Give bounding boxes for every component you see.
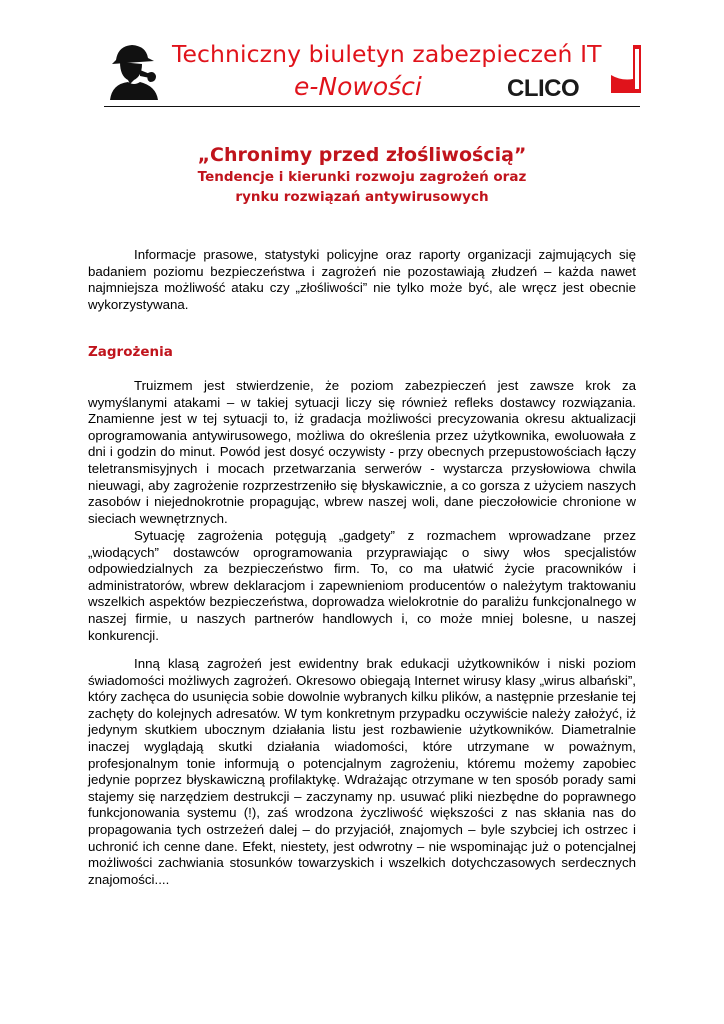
article-title: „Chronimy przed złośliwością” <box>197 144 527 166</box>
clico-logo <box>507 74 603 104</box>
bulletin-header <box>104 38 640 106</box>
header-divider <box>104 106 640 107</box>
detective-silhouette-icon <box>104 40 162 100</box>
article-subtitle-line-2: rynku rozwiązań antywirusowych <box>235 189 489 205</box>
bulletin-subtitle: e-Nowości <box>294 72 422 101</box>
brand-corner-mark-icon <box>611 45 641 93</box>
clico-logo-text: CLICO <box>507 75 580 102</box>
body-paragraph-2: Sytuację zagrożenia potęgują „gadgety” z rozmachem wprowadzane przez „wiodących” dostawców oprogramowania przyprawiając o siwy włos specjalistów odpowiedzialnych za bezpieczeństwo firm. To, co ma ułatwić życie pracowników i administratorów, wbrew deklaracjom i zapewnieniom producentów o należytym traktowaniu wszelkich aspektów bezpieczeństwa, doprowadza wielokrotnie do paraliżu funkcjonalnego w naszej firmie, u naszych partnerów handlowych i, co może mniej bolesne, u naszej konkurencji. <box>88 528 636 643</box>
article-title-block <box>88 143 636 207</box>
intro-paragraph: Informacje prasowe, statystyki policyjne oraz raporty organizacji zajmujących się badaniem poziomu bezpieczeństwa i zagrożeń nie pozostawiają złudzeń – każda nawet najmniejsza możliwość ataku czy „złośliwości” nie tylko może być, ale wręcz jest obecnie wykorzystywana. <box>88 247 636 312</box>
body-paragraph-1: Truizmem jest stwierdzenie, że poziom zabezpieczeń jest zawsze krok za wymyślanymi atakami – w takiej sytuacji liczy się również refleks dostawcy rozwiązania. Znamienne jest w tej sytuacji to, iż gradacja możliwości precyzowania okresu aktualizacji oprogramowania antywirusowego, możliwa do określenia przez użytkownika, ewoluowała z dni i godzin do minut. Powód jest dosyć oczywisty - przy obecnych przepustowościach łączy teletransmisyjnych i mocach przetwarzania serwerów - wystarcza przysłowiowa chwila nieuwagi, aby zagrożenie rozprzestrzeniło się błyskawicznie, a co gorsza z użyciem naszych zasobów i niejednokrotnie propagując, wbrew naszej woli, dane pieczołowicie chronione w sieciach wewnętrznych. <box>88 378 636 526</box>
bulletin-title: Techniczny biuletyn zabezpieczeń IT <box>172 40 602 68</box>
body-paragraph-3: Inną klasą zagrożeń jest ewidentny brak edukacji użytkowników i niski poziom świadomości możliwych zagrożeń. Okresowo obiegają Internet wirusy klasy „wirus albański”, który zachęca do usunięcia sobie dowolnie wybranych kilku plików, a następnie przesłanie tej zachęty do kolejnych adresatów. W tym konkretnym przypadku oczywiście należy założyć, iż jedynym skutkiem ubocznym działania listu jest rozbawienie użytkowników. Diametralnie inaczej wyglądają skutki działania wiadomości, które utrzymane w poważnym, profesjonalnym tonie informują o potencjalnym zagrożeniu, któremu możemy zapobiec jedynie poprzez błyskawiczną profilaktykę. Wdrażając otrzymane w ten sposób porady sami stajemy się narzędziem destrukcji – zaczynamy np. usuwać pliki niezbędne do poprawnego funkcjonowania systemu (!), zaś wrodzona życzliwość większości z nas skłania nas do propagowania tych ostrzeżeń dalej – do przyjaciół, znajomych – byle szybciej ich ostrzec i uchronić ich cenne dane. Efekt, niestety, jest odwrotny – nie wspominając już o potencjalnej możliwości zachwiania stosunków towarzyskich i wszelkich dotychczasowych serdecznych znajomości.... <box>88 656 636 887</box>
article-subtitle-line-1: Tendencje i kierunki rozwoju zagrożeń oraz <box>197 169 527 185</box>
section-heading: Zagrożenia <box>88 344 173 360</box>
